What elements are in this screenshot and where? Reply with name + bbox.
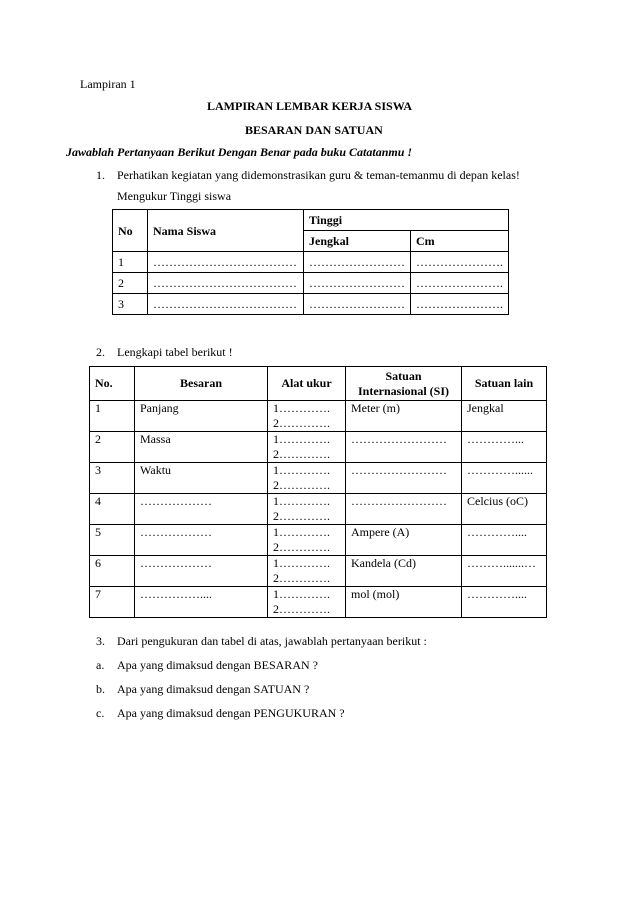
cell-cm: …………………. — [411, 252, 509, 273]
question-2-text: Lengkapi tabel berikut ! — [117, 345, 233, 359]
cell-jengkal: …………………… — [304, 252, 411, 273]
table-row — [90, 432, 547, 463]
cell-no: 6 — [90, 556, 135, 587]
cell-besaran: ……………… — [135, 494, 268, 525]
cell-alat-ukur — [268, 556, 346, 587]
cell-no: 3 — [90, 463, 135, 494]
alat-line-2: 2…………. — [273, 540, 330, 554]
question-1-text: Perhatikan kegiatan yang didemonstrasikan guru & teman-temanmu di depan kelas! — [117, 168, 520, 182]
table-row — [90, 463, 547, 494]
cell-alat-ukur — [268, 494, 346, 525]
question-1-subtext: Mengukur Tinggi siswa — [117, 189, 232, 203]
cell-jengkal: …………………… — [304, 294, 411, 315]
alat-line-1: 1…………. — [273, 556, 330, 570]
alat-line-2: 2…………. — [273, 509, 330, 523]
cell-alat-ukur — [268, 432, 346, 463]
cell-no: 1 — [90, 401, 135, 432]
cell-cm: …………………. — [411, 273, 509, 294]
alat-line-2: 2…………. — [273, 602, 330, 616]
question-1-number: 1. — [96, 168, 105, 182]
cell-no: 3 — [113, 294, 148, 315]
cell-satuan-si: mol (mol) — [346, 587, 462, 618]
cell-no: 2 — [113, 273, 148, 294]
cell-no: 1 — [113, 252, 148, 273]
cell-besaran: ……………… — [135, 525, 268, 556]
cell-nama: ……………………………… — [148, 252, 304, 273]
question-3c-letter: c. — [96, 706, 105, 720]
question-3-number: 3. — [96, 634, 105, 648]
alat-line-1: 1…………. — [273, 401, 330, 415]
cell-satuan-si: …………………… — [346, 494, 462, 525]
cell-alat-ukur — [268, 525, 346, 556]
cell-nama: ……………………………… — [148, 273, 304, 294]
height-table — [112, 209, 509, 315]
alat-line-2: 2…………. — [273, 416, 330, 430]
table-row — [113, 252, 509, 273]
cell-satuan-lain: ………….... — [462, 587, 547, 618]
table-row — [90, 525, 547, 556]
cell-satuan-si: Ampere (A) — [346, 525, 462, 556]
question-3-text: Dari pengukuran dan tabel di atas, jawablah pertanyaan berikut : — [117, 634, 427, 648]
header-alat-ukur: Alat ukur — [268, 367, 346, 401]
alat-line-2: 2…………. — [273, 571, 330, 585]
question-3b-letter: b. — [96, 682, 105, 696]
lampiran-label: Lampiran 1 — [80, 77, 136, 91]
table-row — [90, 587, 547, 618]
table-row — [113, 273, 509, 294]
alat-line-2: 2…………. — [273, 447, 330, 461]
cell-alat-ukur — [268, 463, 346, 494]
cell-satuan-si: Meter (m) — [346, 401, 462, 432]
alat-line-1: 1…………. — [273, 525, 330, 539]
header-jengkal: Jengkal — [304, 231, 411, 252]
cell-no: 5 — [90, 525, 135, 556]
instruction: Jawablah Pertanyaan Berikut Dengan Benar pada buku Catatanmu ! — [66, 145, 413, 159]
cell-satuan-si: Kandela (Cd) — [346, 556, 462, 587]
cell-alat-ukur — [268, 401, 346, 432]
alat-line-1: 1…………. — [273, 587, 330, 601]
cell-satuan-si: …………………… — [346, 432, 462, 463]
cell-satuan-si: …………………… — [346, 463, 462, 494]
table-row — [90, 556, 547, 587]
question-3a-text: Apa yang dimaksud dengan BESARAN ? — [117, 658, 318, 672]
header-tinggi: Tinggi — [304, 210, 509, 231]
header-no: No. — [90, 367, 135, 401]
quantity-table — [89, 366, 547, 618]
table-row — [113, 294, 509, 315]
header-no: No — [113, 210, 148, 252]
header-satuan-lain: Satuan lain — [462, 367, 547, 401]
question-2-number: 2. — [96, 345, 105, 359]
cell-besaran: ……………… — [135, 556, 268, 587]
page-title: LAMPIRAN LEMBAR KERJA SISWA — [207, 99, 413, 113]
page-subtitle: BESARAN DAN SATUAN — [245, 123, 383, 137]
header-cm: Cm — [411, 231, 509, 252]
cell-satuan-lain: …………... — [462, 432, 547, 463]
alat-line-2: 2…………. — [273, 478, 330, 492]
cell-no: 7 — [90, 587, 135, 618]
cell-satuan-lain: Jengkal — [462, 401, 547, 432]
cell-jengkal: …………………… — [304, 273, 411, 294]
question-3c-text: Apa yang dimaksud dengan PENGUKURAN ? — [117, 706, 345, 720]
alat-line-1: 1…………. — [273, 432, 330, 446]
cell-no: 4 — [90, 494, 135, 525]
question-3a-letter: a. — [96, 658, 105, 672]
cell-besaran: Waktu — [135, 463, 268, 494]
cell-alat-ukur — [268, 587, 346, 618]
alat-line-1: 1…………. — [273, 463, 330, 477]
alat-line-1: 1…………. — [273, 494, 330, 508]
question-3b-text: Apa yang dimaksud dengan SATUAN ? — [117, 682, 310, 696]
cell-besaran: …………….... — [135, 587, 268, 618]
cell-satuan-lain: Celcius (oC) — [462, 494, 547, 525]
cell-besaran: Massa — [135, 432, 268, 463]
cell-satuan-lain: ……….......… — [462, 556, 547, 587]
cell-no: 2 — [90, 432, 135, 463]
header-besaran: Besaran — [135, 367, 268, 401]
cell-satuan-lain: ………….... — [462, 525, 547, 556]
cell-besaran: Panjang — [135, 401, 268, 432]
cell-satuan-lain: …………...... — [462, 463, 547, 494]
cell-nama: ……………………………… — [148, 294, 304, 315]
header-nama-siswa: Nama Siswa — [148, 210, 304, 252]
table-row — [90, 494, 547, 525]
header-satuan-si: Satuan Internasional (SI) — [346, 367, 462, 401]
table-row — [90, 401, 547, 432]
cell-cm: …………………. — [411, 294, 509, 315]
